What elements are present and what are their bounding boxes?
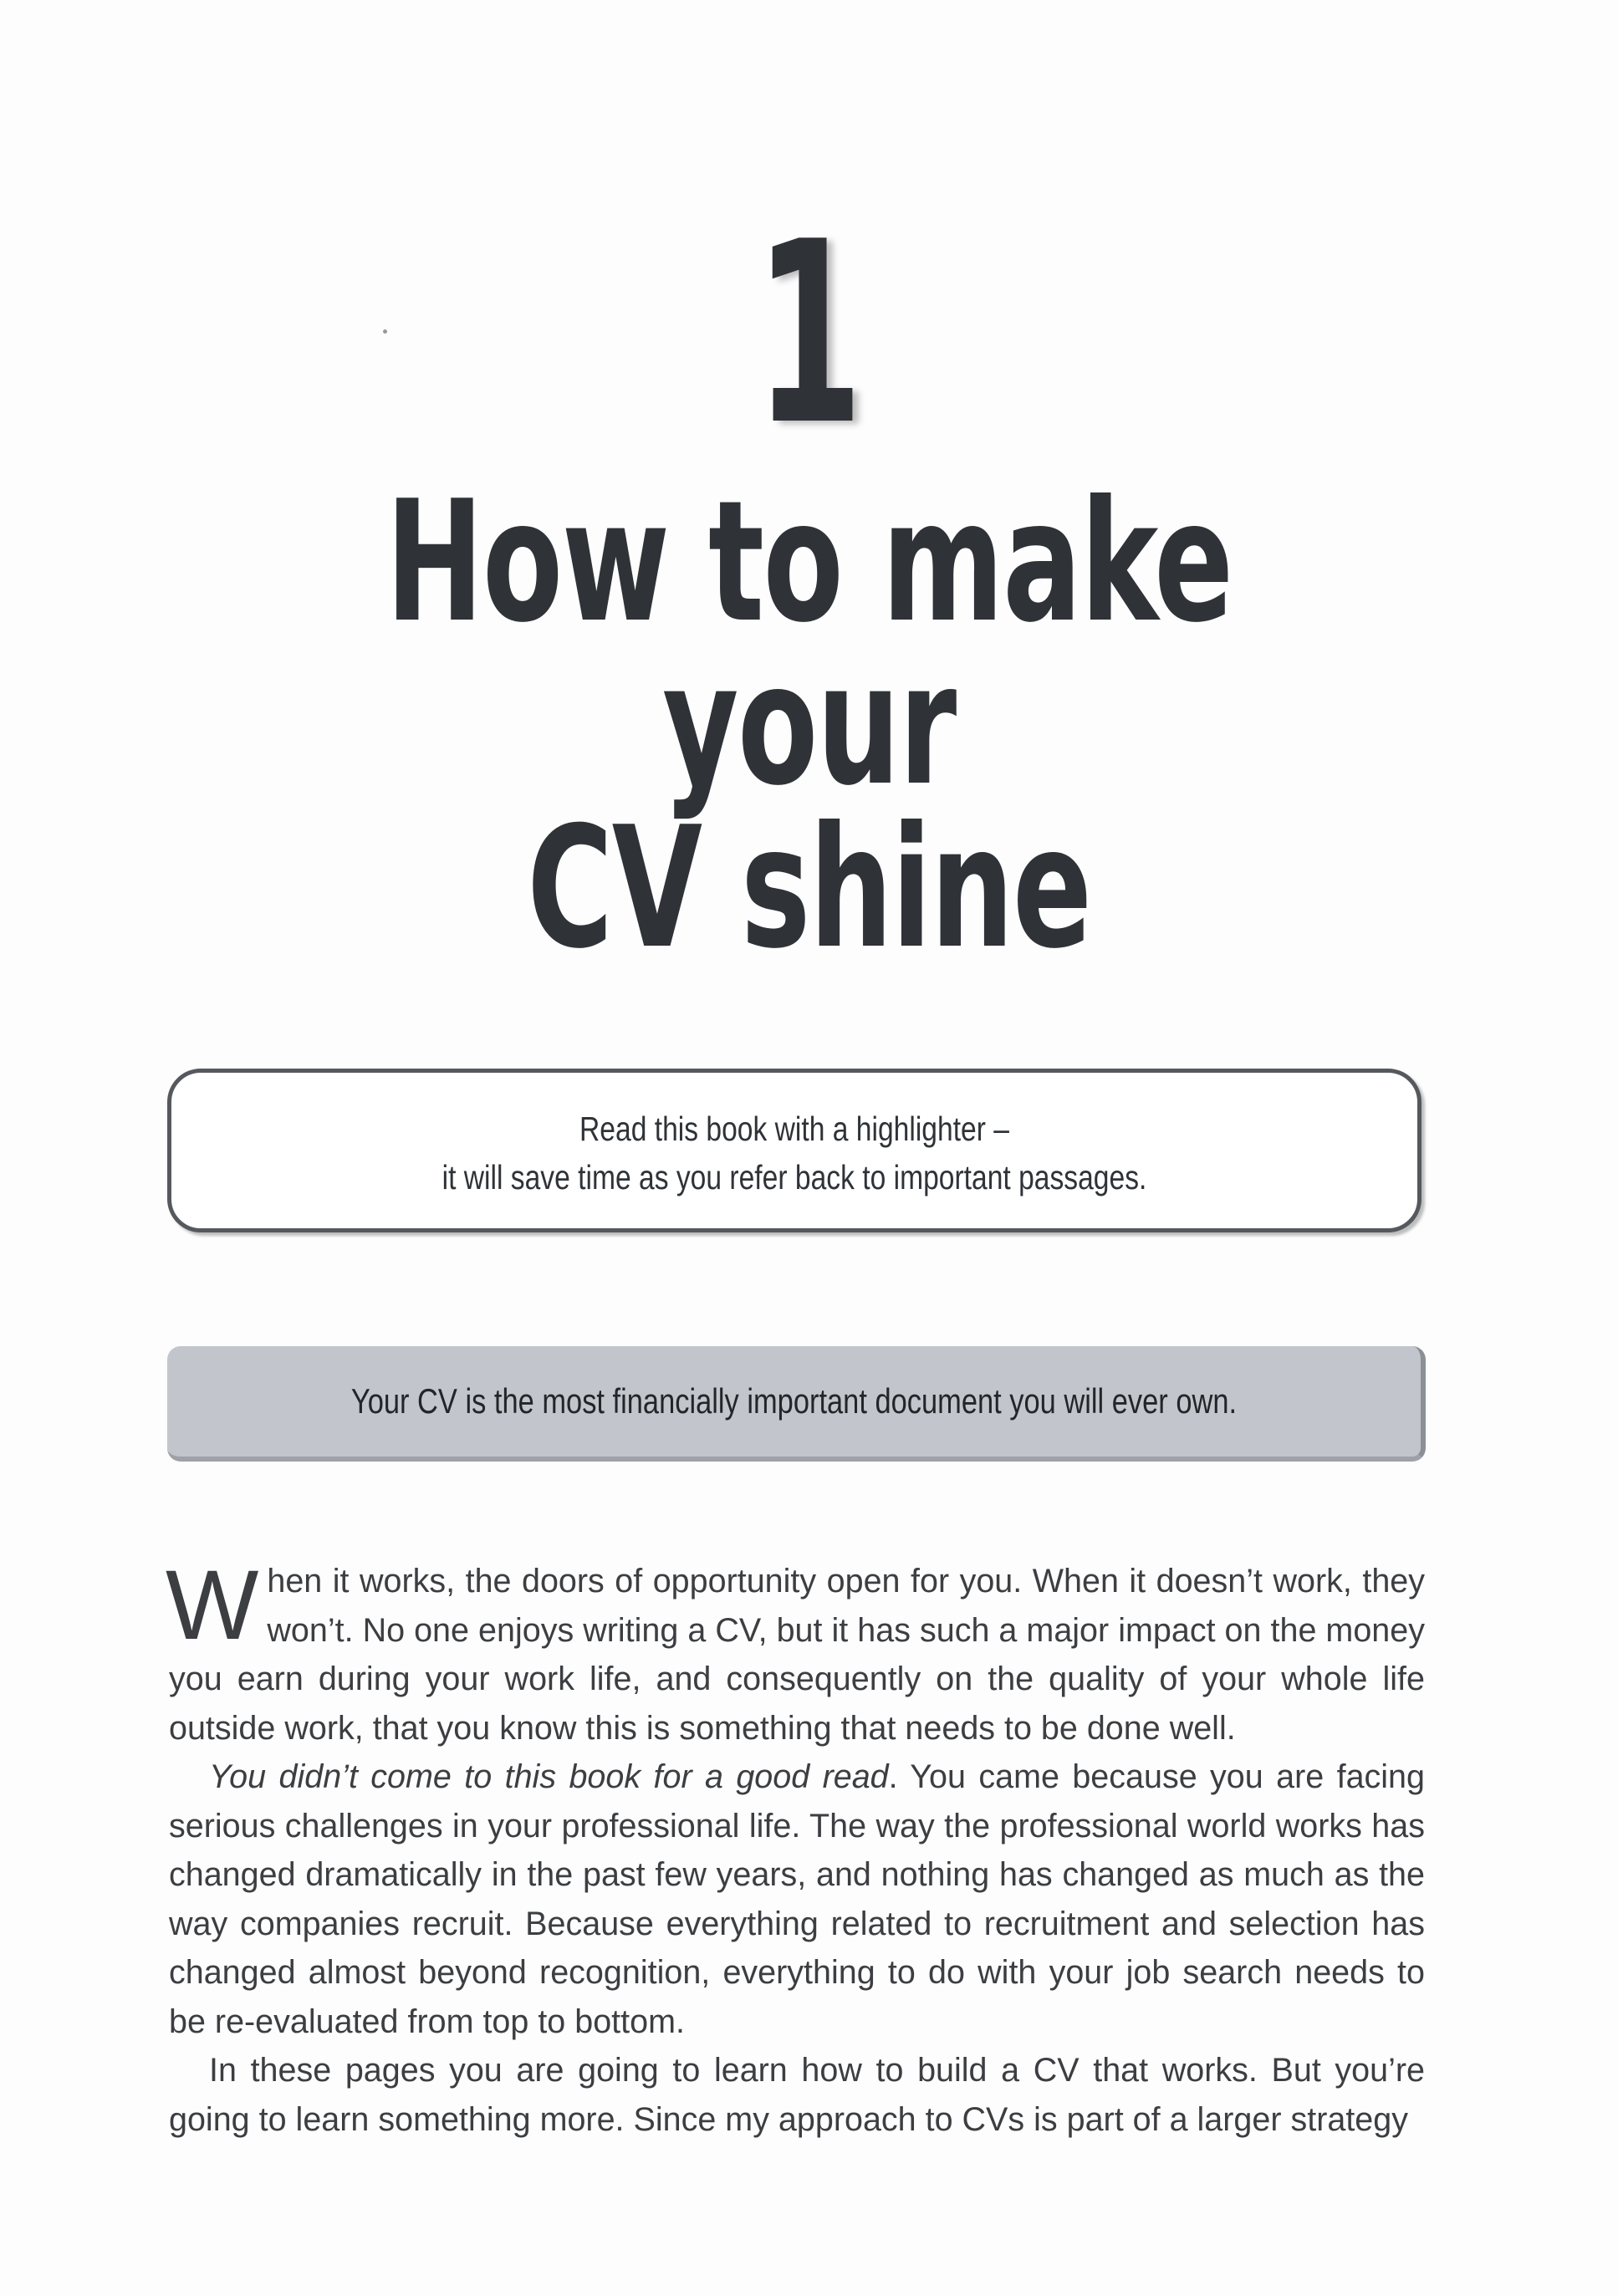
paragraph-3	[169, 2046, 1425, 2144]
paragraph-1	[166, 1550, 1425, 1753]
key-statement-banner	[167, 1346, 1426, 1462]
paragraph-1-text: hen it works, the doors of opportunity open for you. When it doesn’t work, they won’t. No one enjoys writing a CV, but it has such a major impact on the money you earn during your work life, and consequently on the quality of your whole life outside work, that you know this is something that needs to be done well.	[169, 1563, 1425, 1747]
drop-cap: W	[166, 1550, 259, 1661]
tip-box	[167, 1069, 1421, 1232]
body-text	[166, 1550, 1425, 2144]
paragraph-3-text: In these pages you are going to learn how to build a CV that works. But you’re going to learn something more. Since my approach to CVs is part of a larger strategy	[169, 2052, 1425, 2138]
paragraph-2-text: . You came because you are facing serious challenges in your professional life. The way the professional world works has changed dramatically in the past few years, and nothing has changed as much as the way companies recruit. Because everything related to recruitment and selection has changed almost beyond recognition, everything to do with your job search needs to be re-evaluated from top to bottom.	[169, 1758, 1425, 2040]
chapter-title-line-2: CV shine	[527, 791, 1091, 986]
tip-box-content	[171, 1073, 1417, 1202]
paragraph-2-italic: You didn’t come to this book for a good read	[209, 1758, 889, 1795]
key-statement-text: Your CV is the most financially important document you will ever own.	[350, 1381, 1238, 1421]
chapter-title	[0, 465, 1618, 986]
tip-line-1: Read this book with a highlighter –	[579, 1110, 1009, 1148]
tip-line-2: it will save time as you refer back to important passages.	[442, 1158, 1147, 1196]
chapter-title-line-1: How to make your	[385, 465, 1233, 823]
chapter-number: 1	[754, 188, 864, 480]
paragraph-2	[169, 1753, 1425, 2046]
